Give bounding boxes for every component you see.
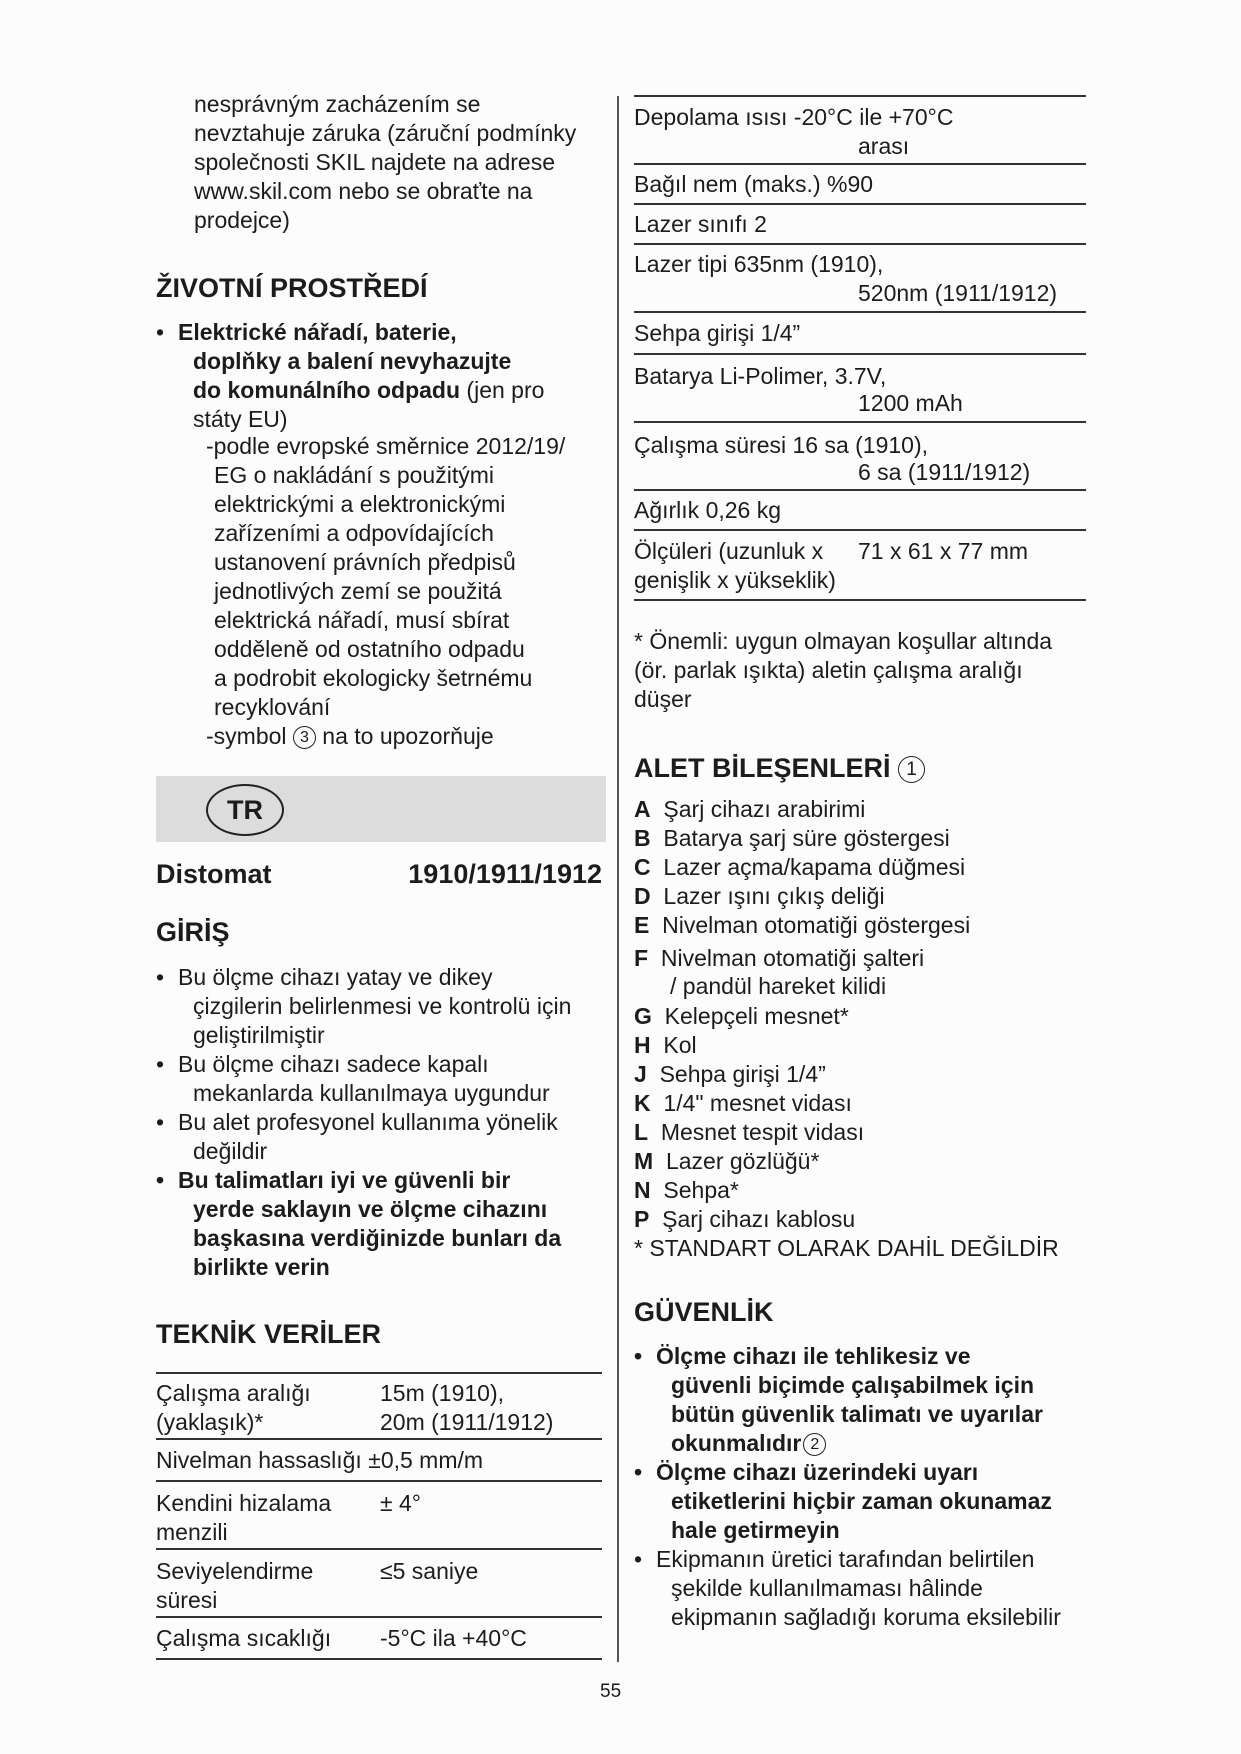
text-line: * Önemli: uygun olmayan koşullar altında (634, 628, 1053, 654)
env-bullet (156, 318, 602, 434)
parts-list (634, 795, 1059, 1263)
table-cell: 6 sa (1911/1912) (858, 459, 1031, 485)
table-cell: genişlik x yükseklik) (634, 567, 836, 593)
part-label: Batarya şarj süre göstergesi (663, 825, 950, 851)
text-line: Bu ölçme cihazı yatay ve dikey (178, 964, 493, 990)
part-label: Nivelman otomatiği göstergesi (662, 912, 971, 938)
text-line: Elektrické nářadí, baterie, (178, 319, 457, 345)
part-label: Nivelman otomatiği şalteri (660, 945, 925, 971)
table-cell: Bağıl nem (maks.) %90 (634, 171, 874, 197)
table-row (156, 1550, 602, 1618)
text-line: Ekipmanın üretici tarafından belirtilen (656, 1546, 1035, 1572)
table-cell: 71 x 61 x 77 mm (858, 538, 1029, 564)
list-item (634, 1118, 1059, 1147)
part-label: Sehpa* (663, 1177, 739, 1203)
bullet-icon: • (634, 1546, 643, 1572)
product-name: Distomat (156, 859, 272, 889)
text-line: elektrická nářadí, musí sbírat (214, 607, 510, 633)
text-line: çizgilerin belirlenmesi ve kontrolü için (193, 993, 572, 1019)
text-line: güvenli biçimde çalışabilmek için (671, 1372, 1035, 1398)
text-line: do komunálního odpadu (193, 377, 461, 403)
part-key: L (634, 1119, 649, 1145)
text-line: ekipmanın sağladığı koruma eksilebilir (671, 1604, 1061, 1630)
part-key: G (634, 1003, 652, 1029)
list-item (156, 1108, 602, 1166)
table-cell: (yaklaşık)* (156, 1409, 264, 1435)
text-line: (jen pro (460, 377, 545, 403)
text-line: státy EU) (193, 406, 288, 432)
text-line: www.skil.com nebo se obraťte na (194, 178, 533, 204)
text-line: Bu talimatları iyi ve güvenli bir (178, 1167, 511, 1193)
part-key: A (634, 796, 651, 822)
text-line: recyklování (214, 694, 331, 720)
table-row (156, 1440, 602, 1482)
intro-heading: GİRİŞ (156, 917, 230, 947)
table-cell: ± 4° (380, 1490, 422, 1516)
table-cell: Çalışma sıcaklığı (156, 1625, 332, 1651)
text-line: elektrickými a elektronickými (214, 491, 506, 517)
column-divider (617, 96, 619, 1662)
list-item (634, 1176, 1059, 1205)
table-cell: Ağırlık 0,26 kg (634, 497, 782, 523)
text-line: hale getirmeyin (671, 1517, 840, 1543)
table-row (156, 1618, 602, 1660)
text-line: společnosti SKIL najdete na adrese (194, 149, 556, 175)
table-cell: menzili (156, 1519, 228, 1545)
list-item (634, 1545, 1086, 1632)
list-item (634, 1031, 1059, 1060)
text-line: yerde saklayın ve ölçme cihazını (193, 1196, 548, 1222)
text-line: Ölçme cihazı üzerindeki uyarı (656, 1459, 979, 1485)
part-key: B (634, 825, 651, 851)
part-key: P (634, 1206, 650, 1232)
text-line: a podrobit ekologicky šetrnému (214, 665, 533, 691)
list-item (634, 795, 1059, 824)
table-cell: süresi (156, 1587, 218, 1613)
text-line: Bu alet profesyonel kullanıma yönelik (178, 1109, 558, 1135)
part-key: N (634, 1177, 651, 1203)
text-line: birlikte verin (193, 1254, 330, 1280)
table-row (634, 313, 1086, 355)
text-line: doplňky a balení nevyhazujte (193, 348, 512, 374)
warranty-paragraph (194, 90, 576, 235)
text-line: mekanlarda kullanılmaya uygundur (193, 1080, 550, 1106)
table-cell: 20m (1911/1912) (380, 1409, 554, 1435)
list-item (634, 1147, 1059, 1176)
part-label: Kol (663, 1032, 697, 1058)
table-cell: Ölçüleri (uzunluk x (634, 538, 824, 564)
part-key: C (634, 854, 651, 880)
table-row (634, 95, 1086, 165)
text-line: geliştirilmiştir (193, 1022, 325, 1048)
part-label: Kelepçeli mesnet* (664, 1003, 849, 1029)
figure-3-ref-icon: 3 (293, 726, 316, 749)
env-heading: ŽIVOTNÍ PROSTŘEDÍ (156, 273, 428, 303)
text-line: okunmalıdır (671, 1430, 802, 1456)
text-line: nevztahuje záruka (záruční podmínky (194, 120, 577, 146)
table-cell: Lazer tipi 635nm (1910), (634, 251, 884, 277)
list-item (634, 1458, 1086, 1545)
part-key: D (634, 883, 651, 909)
tech-heading: TEKNİK VERİLER (156, 1319, 382, 1349)
figure-2-ref-icon: 2 (803, 1433, 826, 1456)
heading-text: ALET BİLEŞENLERİ (634, 753, 891, 783)
range-note (634, 627, 1052, 714)
list-item (634, 1205, 1059, 1234)
table-cell: Çalışma aralığı (156, 1380, 311, 1406)
text-line: (ör. parlak ışıkta) aletin çalışma aralığı (634, 657, 1023, 683)
bullet-icon: • (634, 1343, 643, 1369)
list-item (156, 1050, 602, 1108)
table-cell: Depolama ısısı -20°C ile +70°C (634, 104, 954, 130)
bullet-icon: • (156, 1109, 165, 1135)
list-item (634, 853, 1059, 882)
table-cell: Nivelman hassaslığı ±0,5 mm/m (156, 1447, 484, 1473)
table-cell: 1200 mAh (858, 390, 963, 416)
part-key: J (634, 1061, 647, 1087)
part-key: F (634, 945, 649, 971)
part-key: M (634, 1148, 654, 1174)
bullet-icon: • (156, 319, 165, 345)
part-label: Sehpa girişi 1/4” (659, 1061, 826, 1087)
table-row (156, 1482, 602, 1550)
table-cell: 15m (1910), (380, 1380, 505, 1406)
bullet-icon: • (156, 964, 165, 990)
table-row (634, 531, 1086, 601)
parts-heading (634, 752, 925, 784)
list-item (634, 944, 1059, 999)
bullet-icon: • (156, 1051, 165, 1077)
part-label: Şarj cihazı kablosu (662, 1206, 856, 1232)
table-row (634, 205, 1086, 245)
part-label: / pandül hareket kilidi (670, 973, 887, 999)
bullet-icon: • (634, 1459, 643, 1485)
bullet-icon: • (156, 1167, 165, 1193)
list-item (156, 1166, 602, 1282)
table-row (634, 245, 1086, 313)
table-row (634, 165, 1086, 205)
list-item (634, 911, 1059, 940)
text-line: şekilde kullanılmaması hâlinde (671, 1575, 983, 1601)
product-models: 1910/1911/1912 (408, 859, 602, 889)
safety-list (634, 1342, 1086, 1632)
text-line: etiketlerini hiçbir zaman okunamaz (671, 1488, 1052, 1514)
list-item (634, 1342, 1086, 1458)
figure-1-ref-icon: 1 (898, 756, 925, 783)
text-line: EG o nakládání s použitými (214, 462, 494, 488)
language-badge: TR (206, 784, 284, 836)
tech-data-table (156, 1372, 602, 1672)
text-line: -podle evropské směrnice 2012/19/ (206, 433, 566, 459)
table-cell: Sehpa girişi 1/4” (634, 320, 801, 346)
table-row (156, 1372, 602, 1440)
table-cell: Batarya Li-Polimer, 3.7V, (634, 363, 887, 389)
text-line: değildir (193, 1138, 268, 1164)
list-item (634, 882, 1059, 911)
text-line: odděleně od ostatního odpadu (214, 636, 525, 662)
text-line: bütün güvenlik talimatı ve uyarılar (671, 1401, 1043, 1427)
list-item (634, 1002, 1059, 1031)
part-label: 1/4" mesnet vidası (663, 1090, 852, 1116)
part-key: E (634, 912, 650, 938)
text-line: jednotlivých zemí se použitá (214, 578, 502, 604)
part-key: H (634, 1032, 651, 1058)
table-row (634, 355, 1086, 423)
text-line: Bu ölçme cihazı sadece kapalı (178, 1051, 489, 1077)
text-line: prodejce) (194, 207, 290, 233)
table-cell: Lazer sınıfı 2 (634, 211, 767, 237)
table-row (634, 491, 1086, 531)
table-cell: Çalışma süresi 16 sa (1910), (634, 432, 929, 458)
part-label: Mesnet tespit vidası (660, 1119, 865, 1145)
table-cell: ≤5 saniye (380, 1558, 479, 1584)
text-line: -symbol (206, 723, 293, 749)
text-line: zařízeními a odpovídajících (214, 520, 494, 546)
table-cell: 520nm (1911/1912) (858, 280, 1058, 306)
page-number: 55 (600, 1681, 622, 1702)
text-line: nesprávným zacházením se (194, 91, 481, 117)
table-cell: -5°C ila +40°C (380, 1625, 527, 1651)
language-band (156, 776, 606, 842)
part-label: Lazer açma/kapama düğmesi (663, 854, 966, 880)
part-label: Şarj cihazı arabirimi (663, 796, 866, 822)
safety-heading: GÜVENLİK (634, 1297, 774, 1327)
part-key: K (634, 1090, 651, 1116)
table-cell: arası (858, 133, 910, 159)
list-item (634, 1060, 1059, 1089)
list-item (156, 963, 602, 1050)
list-item (634, 824, 1059, 853)
table-cell: Kendini hizalama (156, 1490, 332, 1516)
part-label: Lazer gözlüğü* (665, 1148, 820, 1174)
text-line: na to upozorňuje (315, 723, 494, 749)
table-row (634, 423, 1086, 491)
text-line: düşer (634, 686, 692, 712)
parts-footnote: * STANDART OLARAK DAHİL DEĞİLDİR (634, 1235, 1059, 1261)
intro-bullet-list (156, 963, 602, 1282)
table-cell: Seviyelendirme (156, 1558, 314, 1584)
text-line: ustanovení právních předpisů (214, 549, 516, 575)
text-line: başkasına verdiğinizde bunları da (193, 1225, 562, 1251)
env-sub-list (206, 432, 565, 751)
part-label: Lazer ışını çıkış deliği (663, 883, 885, 909)
list-item (634, 1089, 1059, 1118)
text-line: Ölçme cihazı ile tehlikesiz ve (656, 1343, 971, 1369)
